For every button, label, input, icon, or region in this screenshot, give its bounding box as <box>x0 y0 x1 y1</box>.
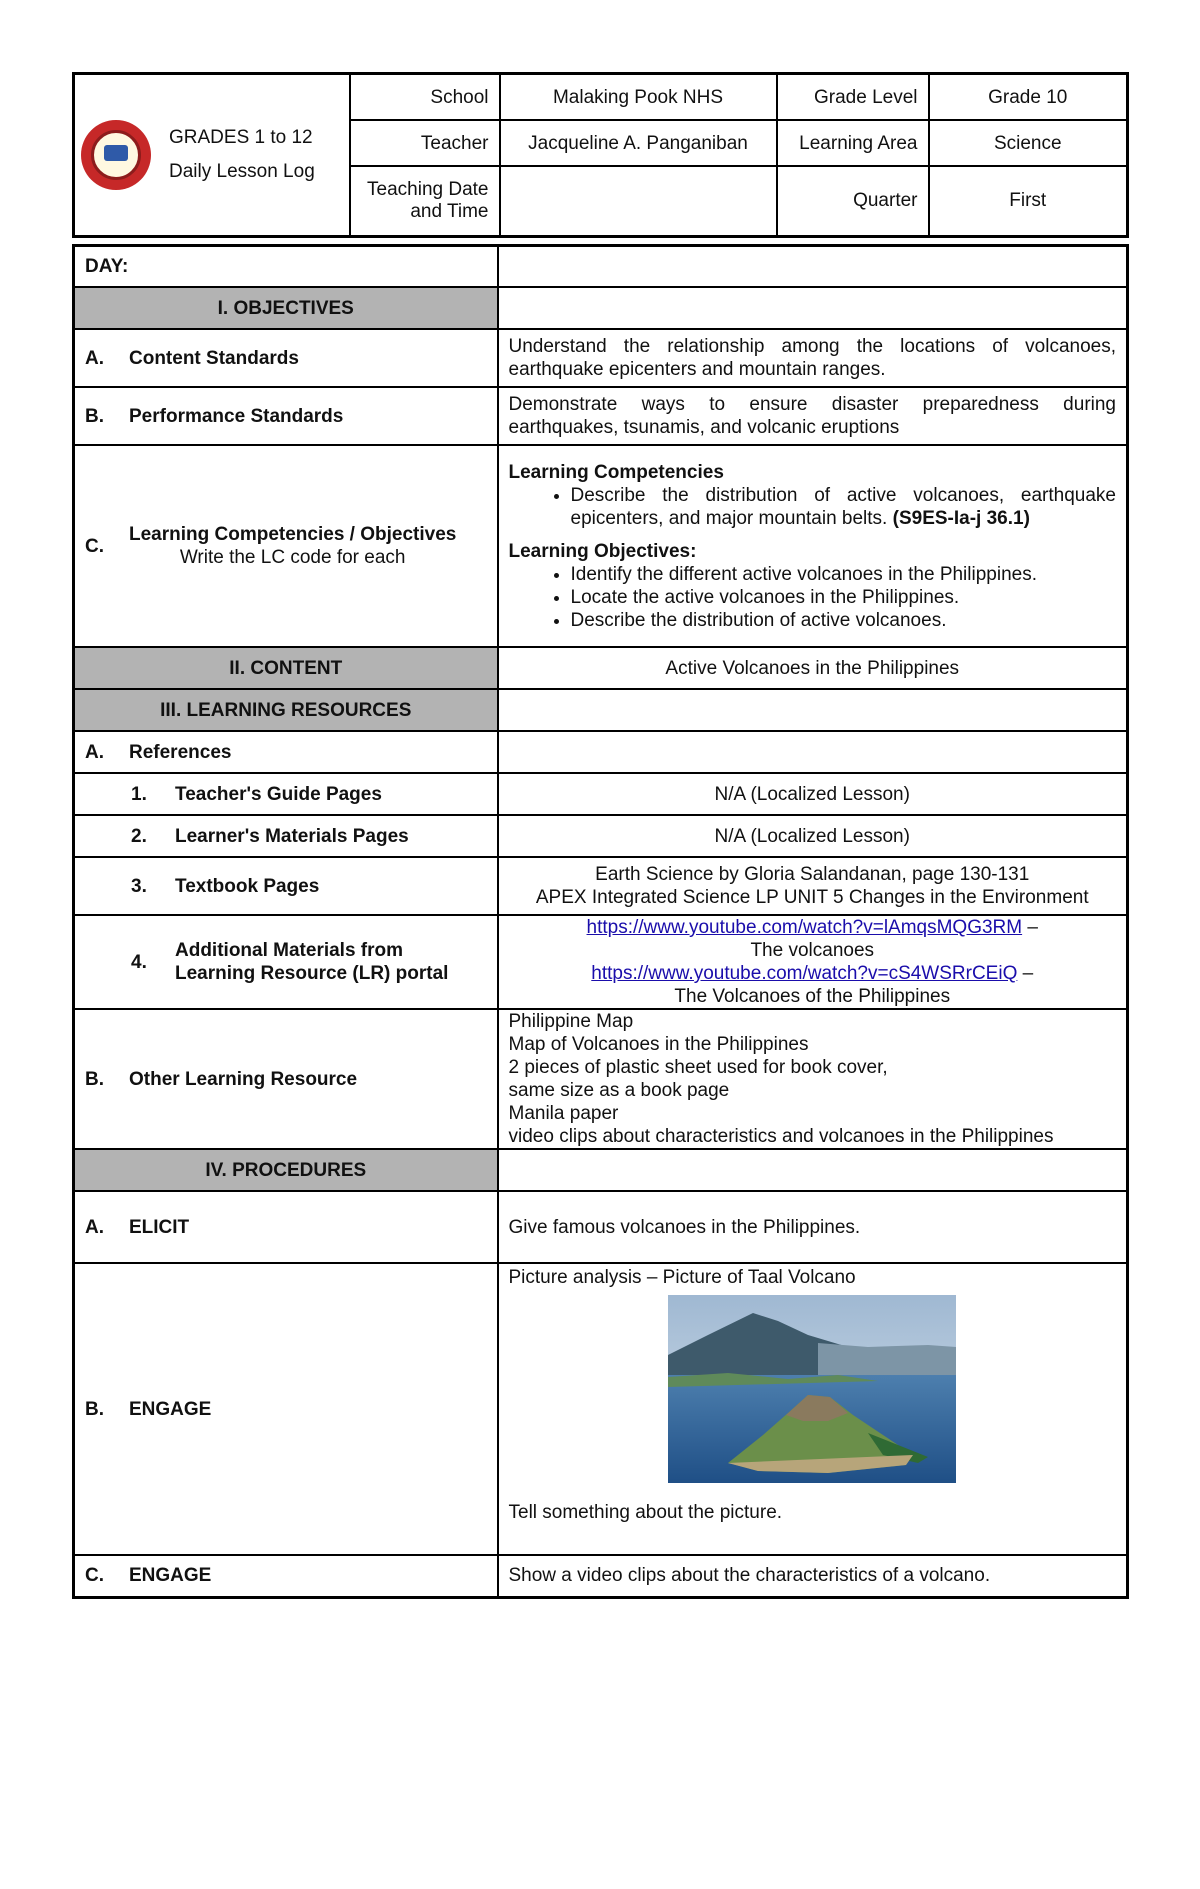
objectives-heading: I. OBJECTIVES <box>74 287 498 329</box>
content-standards-label <box>74 329 498 387</box>
references-blank <box>498 731 1128 773</box>
learning-resources-blank <box>498 689 1128 731</box>
other-resource-item: Manila paper <box>508 1103 619 1124</box>
performance-standards-text: Demonstrate ways to ensure disaster preparedness during earthquakes, tsunamis, and volcanic eruptions <box>498 387 1128 445</box>
textbook-pages-title: Textbook Pages <box>175 875 320 897</box>
teacher-value: Jacqueline A. Panganiban <box>500 120 777 166</box>
other-resources-list <box>498 1009 1128 1149</box>
additional-materials-value <box>498 915 1128 1009</box>
performance-standards-title: Performance Standards <box>129 405 344 427</box>
other-resource-item: 2 pieces of plastic sheet used for book cover, <box>508 1057 888 1078</box>
teaching-date-label: Teaching Date and Time <box>350 166 500 236</box>
references-title: References <box>129 741 232 763</box>
procedures-heading-blank <box>498 1149 1128 1191</box>
lo-list <box>509 563 1117 632</box>
performance-standards-letter: B. <box>85 405 104 427</box>
other-resource-item: Philippine Map <box>508 1011 634 1032</box>
engage-c-text: Show a video clips about the characteristics of a volcano. <box>498 1555 1128 1597</box>
school-value: Malaking Pook NHS <box>500 74 777 121</box>
additional-materials-num: 4. <box>131 951 147 973</box>
link1-dash: – <box>1022 917 1038 938</box>
lc-list <box>509 484 1117 530</box>
deped-seal-logo <box>81 120 151 190</box>
lo-item: • Identify the different active volcanoes in the Philippines. <box>571 563 1117 586</box>
engage-letter: B. <box>85 1398 104 1420</box>
lc-item: • Describe the distribution of active volcanoes, earthquake epicenters, and major mountain belts. (S9ES-Ia-j 36.1) <box>571 484 1117 530</box>
lc-code: (S9ES-Ia-j 36.1) <box>892 507 1030 529</box>
learning-competencies-label <box>74 445 498 647</box>
quarter-value: First <box>929 166 1128 236</box>
additional-materials-label <box>74 915 498 1009</box>
day-label: DAY: <box>74 245 498 287</box>
engage-c-label <box>74 1555 498 1597</box>
elicit-title: ELICIT <box>129 1216 190 1238</box>
engage-text-1: Picture analysis – Picture of Taal Volcano <box>508 1267 856 1288</box>
procedures-heading: IV. PROCEDURES <box>74 1149 498 1191</box>
elicit-text: Give famous volcanoes in the Philippines. <box>498 1191 1128 1263</box>
textbook-line2: APEX Integrated Science LP UNIT 5 Changes in the Environment <box>535 887 1089 908</box>
learning-competencies-letter: C. <box>85 535 104 557</box>
link1-caption: The volcanoes <box>750 940 875 961</box>
content-standards-title: Content Standards <box>129 347 299 369</box>
youtube-link-2[interactable]: https://www.youtube.com/watch?v=cS4WSRrCEiQ <box>591 963 1018 984</box>
header-title-line1: GRADES 1 to 12 <box>169 126 313 148</box>
learning-competencies-title: Learning Competencies / Objectives <box>129 524 457 545</box>
youtube-link-1[interactable]: https://www.youtube.com/watch?v=lAmqsMQG3RM <box>586 917 1023 938</box>
lc-heading: Learning Competencies <box>508 461 724 483</box>
learning-competencies-content <box>498 445 1128 647</box>
learning-resources-heading: III. LEARNING RESOURCES <box>74 689 498 731</box>
teachers-guide-title: Teacher's Guide Pages <box>175 783 382 805</box>
grade-level-label: Grade Level <box>777 74 929 121</box>
additional-materials-title: Additional Materials from Learning Resource (LR) portal <box>175 940 449 984</box>
grade-level-value: Grade 10 <box>929 74 1128 121</box>
learners-materials-title: Learner's Materials Pages <box>175 825 409 847</box>
other-resources-letter: B. <box>85 1068 104 1090</box>
other-resources-label <box>74 1009 498 1149</box>
engage-content <box>498 1263 1128 1555</box>
lo-heading: Learning Objectives: <box>508 540 697 562</box>
link2-caption: The Volcanoes of the Philippines <box>674 986 951 1007</box>
engage-c-letter: C. <box>85 1565 104 1587</box>
teaching-date-value <box>500 166 777 236</box>
textbook-pages-label <box>74 857 498 915</box>
references-label <box>74 731 498 773</box>
lesson-log-page <box>72 72 1126 1599</box>
content-standards-text: Understand the relationship among the locations of volcanoes, earthquake epicenters and mountain ranges. <box>498 329 1128 387</box>
learners-materials-label <box>74 815 498 857</box>
teachers-guide-label <box>74 773 498 815</box>
learners-materials-value: N/A (Localized Lesson) <box>498 815 1128 857</box>
other-resource-item: video clips about characteristics and volcanoes in the Philippines <box>508 1126 1054 1147</box>
header-brand <box>74 74 350 237</box>
engage-c-title: ENGAGE <box>129 1565 212 1587</box>
learning-competencies-subtitle: Write the LC code for each <box>179 547 406 568</box>
objectives-heading-blank <box>498 287 1128 329</box>
quarter-label: Quarter <box>777 166 929 236</box>
learning-area-label: Learning Area <box>777 120 929 166</box>
elicit-label <box>74 1191 498 1263</box>
teachers-guide-num: 1. <box>131 783 147 805</box>
references-letter: A. <box>85 741 104 763</box>
engage-label <box>74 1263 498 1555</box>
header-title-line2: Daily Lesson Log <box>169 160 315 182</box>
teacher-label: Teacher <box>350 120 500 166</box>
other-resource-item: same size as a book page <box>508 1080 730 1101</box>
taal-volcano-photo <box>668 1295 956 1483</box>
elicit-letter: A. <box>85 1216 104 1238</box>
engage-text-2: Tell something about the picture. <box>508 1502 783 1523</box>
textbook-line1: Earth Science by Gloria Salandanan, page 130-131 <box>595 864 1030 885</box>
other-resource-item: Map of Volcanoes in the Philippines <box>508 1034 809 1055</box>
learners-materials-num: 2. <box>131 825 147 847</box>
engage-title: ENGAGE <box>129 1398 212 1420</box>
performance-standards-label <box>74 387 498 445</box>
header-table <box>72 72 1129 238</box>
content-value: Active Volcanoes in the Philippines <box>498 647 1128 689</box>
link2-dash: – <box>1017 963 1034 984</box>
textbook-pages-num: 3. <box>131 875 147 897</box>
school-label: School <box>350 74 500 121</box>
lo-item: • Describe the distribution of active volcanoes. <box>571 609 1117 632</box>
lo-item: • Locate the active volcanoes in the Philippines. <box>571 586 1117 609</box>
day-value <box>498 245 1128 287</box>
content-heading: II. CONTENT <box>74 647 498 689</box>
other-resources-title: Other Learning Resource <box>129 1068 358 1090</box>
lesson-body-table <box>72 244 1129 1599</box>
textbook-pages-value <box>498 857 1128 915</box>
content-standards-letter: A. <box>85 347 104 369</box>
teachers-guide-value: N/A (Localized Lesson) <box>498 773 1128 815</box>
learning-area-value: Science <box>929 120 1128 166</box>
